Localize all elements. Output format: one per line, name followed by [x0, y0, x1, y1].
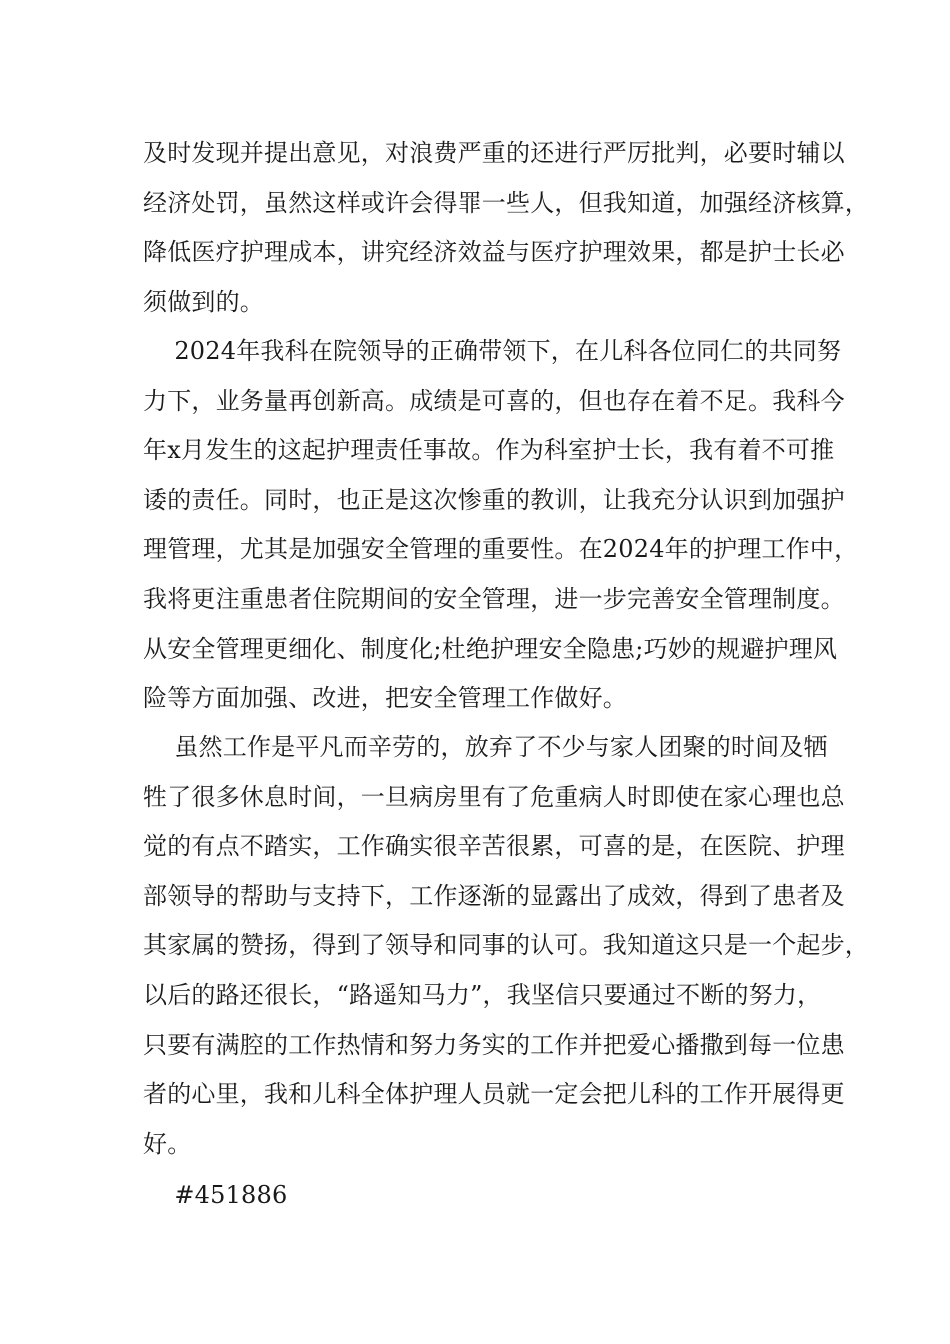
text-line: 理管理，尤其是加强安全管理的重要性。在2024年的护理工作中， [143, 535, 859, 564]
text-line: 及时发现并提出意见，对浪费严重的还进行严厉批判，必要时辅以 [143, 139, 845, 167]
text-line: 诿的责任。同时，也正是这次惨重的教训，让我充分认识到加强护 [143, 485, 845, 514]
text-line: 险等方面加强、改进，把安全管理工作做好。 [143, 684, 627, 713]
text-line: 部领导的帮助与支持下，工作逐渐的显露出了成效，得到了患者及 [143, 881, 845, 910]
text-line: 只要有满腔的工作热情和努力务实的工作并把爱心播撒到每一位患 [143, 1030, 845, 1059]
text-line: 2024年我科在院领导的正确带领下，在儿科各位同仁的共同努 [143, 337, 842, 365]
text-line: 我将更注重患者住院期间的安全管理，进一步完善安全管理制度。 [143, 584, 845, 613]
paragraph-cost-control [143, 129, 869, 327]
text-line: 经济处罚，虽然这样或许会得罪一些人，但我知道，加强经济核算， [143, 188, 869, 217]
text-line: 牲了很多休息时间，一旦病房里有了危重病人时即使在家心理也总 [143, 782, 845, 811]
text-line: 其家属的赞扬，得到了领导和同事的认可。我知道这只是一个起步， [143, 931, 869, 960]
text-line: 须做到的。 [143, 287, 264, 316]
text-line: 力下，业务量再创新高。成绩是可喜的，但也存在着不足。我科今 [143, 386, 845, 415]
text-line: 好。 [143, 1129, 192, 1158]
document-id-footer [143, 1171, 833, 1221]
text-line: 降低医疗护理成本，讲究经济效益与医疗护理效果，都是护士长必 [143, 238, 845, 267]
text-line: 从安全管理更细化、制度化;杜绝护理安全隐患;巧妙的规避护理风 [143, 634, 838, 663]
text-line: 以后的路还很长，“路遥知马力”，我坚信只要通过不断的努力， [143, 980, 822, 1009]
text-line: 虽然工作是平凡而辛劳的，放弃了不少与家人团聚的时间及牺 [143, 733, 828, 761]
text-line: 年x月发生的这起护理责任事故。作为科室护士长，我有着不可推 [143, 436, 835, 465]
document-id: #451886 [143, 1181, 288, 1209]
paragraph-conclusion [143, 723, 869, 1169]
text-line: 觉的有点不踏实，工作确实很辛苦很累，可喜的是，在医院、护理 [143, 832, 845, 861]
paragraph-safety-management [143, 327, 859, 724]
text-line: 者的心里，我和儿科全体护理人员就一定会把儿科的工作开展得更 [143, 1080, 845, 1109]
